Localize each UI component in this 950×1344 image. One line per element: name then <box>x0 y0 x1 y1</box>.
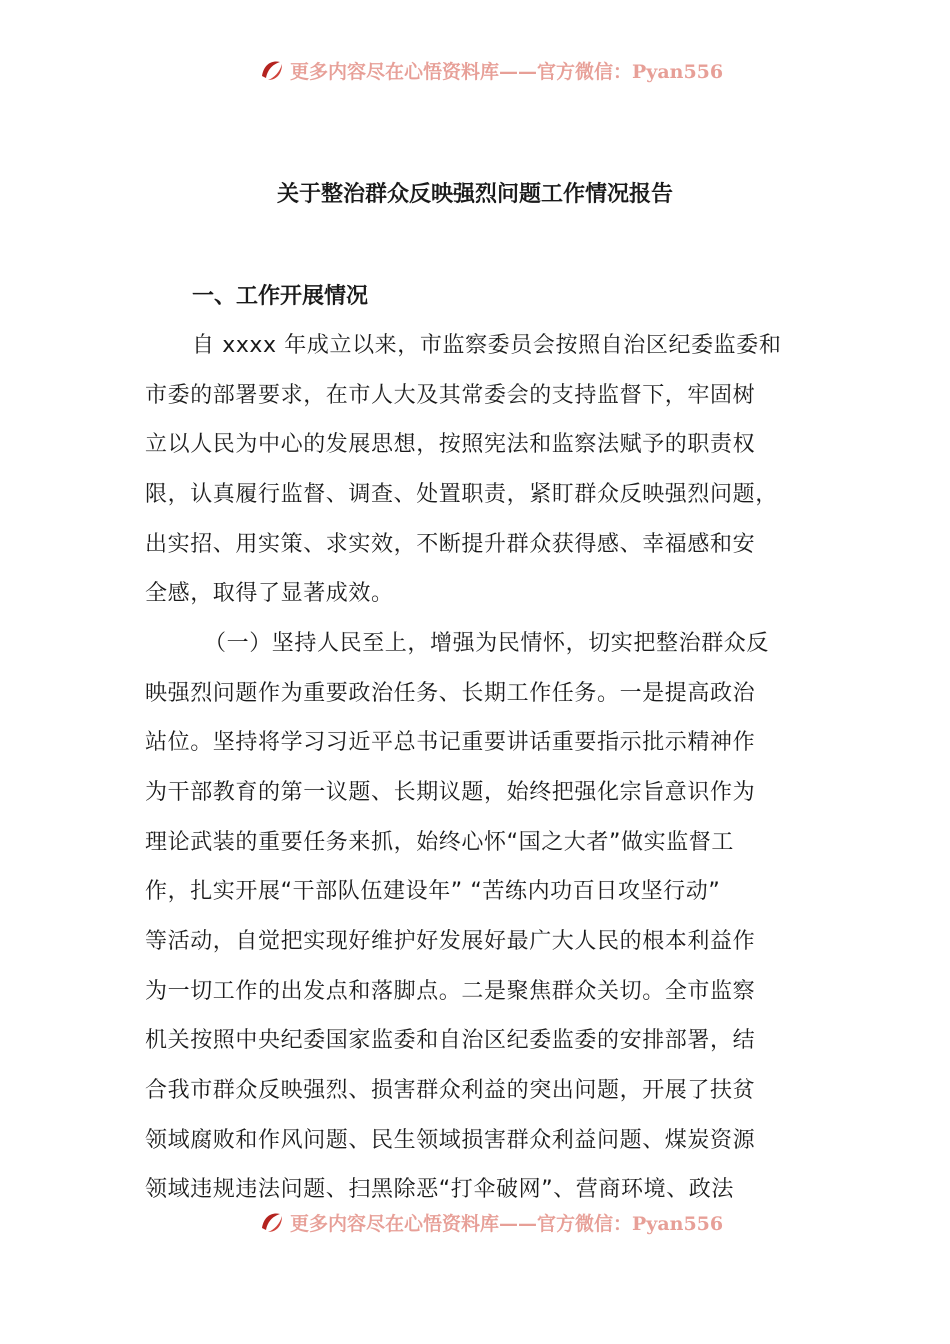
paragraph-line: 为一切工作的出发点和落脚点。二是聚焦群众关切。全市监察 <box>145 979 756 1004</box>
document-title: 关于整治群众反映强烈问题工作情况报告 <box>276 182 673 207</box>
paragraph-line: 市委的部署要求，在市人大及其常委会的支持监督下，牢固树 <box>145 383 756 408</box>
paragraph-line: 站位。坚持将学习习近平总书记重要讲话重要指示批示精神作 <box>145 730 756 755</box>
paragraph-line: 合我市群众反映强烈、损害群众利益的突出问题，开展了扶贫 <box>145 1078 756 1103</box>
paragraph-line: 等活动，自觉把实现好维护好发展好最广大人民的根本利益作 <box>145 929 756 954</box>
paragraph-line: 立以人民为中心的发展思想，按照宪法和监察法赋予的职责权 <box>145 432 756 457</box>
header-watermark <box>0 52 950 86</box>
watermark-text: 更多内容尽在心悟资料库——官方微信：Pyan556 <box>290 60 724 83</box>
paragraph-line: （一）坚持人民至上，增强为民情怀，切实把整治群众反 <box>204 631 770 656</box>
section-heading: 一、工作开展情况 <box>192 284 369 309</box>
paragraph-line: 领域腐败和作风问题、民生领域损害群众利益问题、煤炭资源 <box>145 1128 756 1153</box>
paragraph-line: 映强烈问题作为重要政治任务、长期工作任务。一是提高政治 <box>145 681 756 706</box>
watermark-text: 更多内容尽在心悟资料库——官方微信：Pyan556 <box>290 1212 724 1235</box>
paragraph-line: 自 xxxx 年成立以来，市监察委员会按照自治区纪委监委和 <box>192 333 782 358</box>
paragraph-line: 理论武装的重要任务来抓，始终心怀“国之大者”做实监督工 <box>145 830 734 855</box>
paragraph-line: 全感，取得了显著成效。 <box>145 581 394 606</box>
paragraph-line: 作，扎实开展“干部队伍建设年” “苦练内功百日攻坚行动” <box>145 879 721 904</box>
paragraph-line: 领域违规违法问题、扫黑除恶“打伞破网”、营商环境、政法 <box>145 1177 734 1202</box>
paragraph-line: 为干部教育的第一议题、长期议题，始终把强化宗旨意识作为 <box>145 780 756 805</box>
footer-watermark <box>0 1204 950 1238</box>
brand-logo-icon <box>258 1208 286 1236</box>
paragraph-line: 机关按照中央纪委国家监委和自治区纪委监委的安排部署，结 <box>145 1028 756 1053</box>
paragraph-line: 出实招、用实策、求实效，不断提升群众获得感、幸福感和安 <box>145 532 756 557</box>
paragraph-line: 限，认真履行监督、调查、处置职责，紧盯群众反映强烈问题， <box>145 482 778 507</box>
brand-logo-icon <box>258 56 286 84</box>
